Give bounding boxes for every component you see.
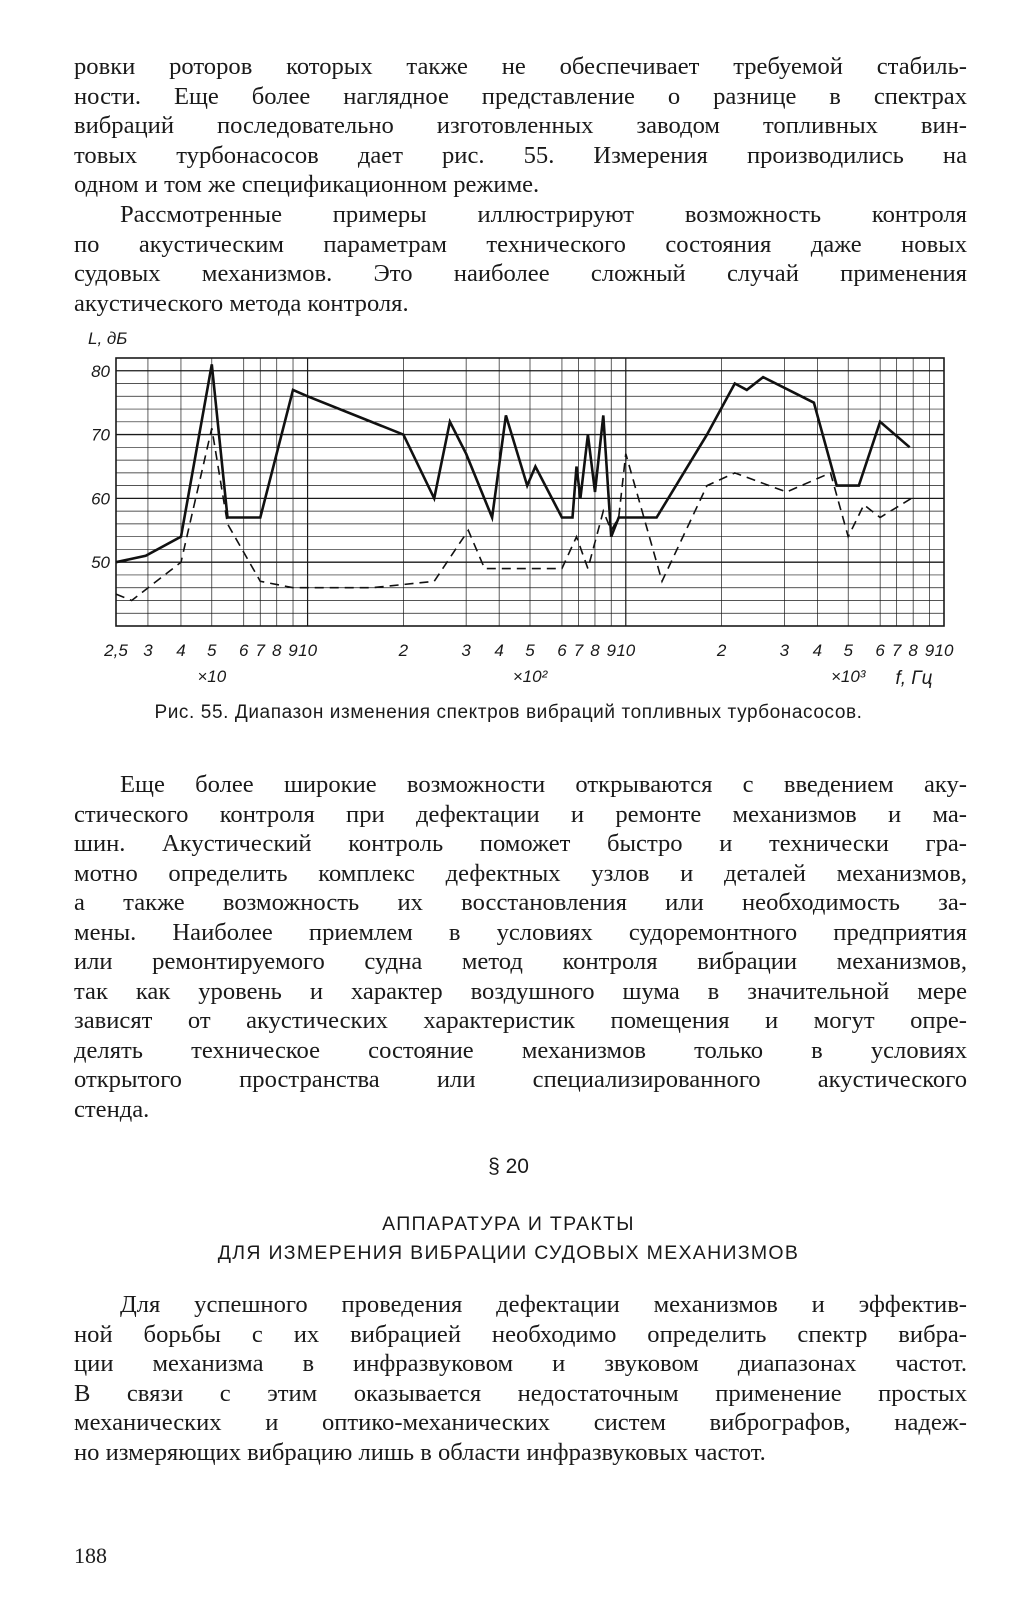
y-tick-label: 70	[91, 425, 110, 445]
paragraph-4-line: ной борьбы с их вибрацией необходимо определить спектр вибра-	[74, 1320, 967, 1348]
section-title-line-2: ДЛЯ ИЗМЕРЕНИЯ ВИБРАЦИИ СУДОВЫХ МЕХАНИЗМОВ	[217, 1242, 800, 1264]
x-tick-label: 8	[272, 641, 282, 660]
x-multiplier-label: ×10	[197, 667, 227, 686]
y-tick-label: 80	[91, 361, 110, 381]
paragraph-4-line: но измеряющих вибрацию лишь в области инфразвуковых частот.	[74, 1438, 766, 1466]
x-tick-label: 5	[525, 641, 535, 660]
paragraph-2-line: по акустическим параметрам технического состояния даже новых	[74, 230, 967, 258]
paragraph-1	[74, 52, 967, 200]
chart-series	[116, 364, 911, 600]
x-multiplier-label: ×10²	[512, 667, 548, 686]
paragraph-4-line: механических и оптико-механических систем вибрографов, надеж-	[74, 1409, 967, 1436]
figure-caption: Рис. 55. Диапазон изменения спектров вибраций топливных турбонасосов.	[154, 702, 863, 723]
x-tick-label: 10	[298, 641, 318, 660]
x-tick-label: 9	[288, 641, 298, 660]
solid-series-line	[116, 364, 910, 562]
x-tick-label: 5	[843, 641, 853, 660]
x-tick-label: 2,5	[104, 641, 128, 660]
y-tick-label: 50	[91, 553, 110, 573]
x-tick-label: 8	[908, 641, 918, 660]
x-tick-label: 6	[875, 641, 885, 660]
paragraph-3-line: мены. Наиболее приемлем в условиях судоремонтного предприятия	[74, 918, 967, 946]
paragraph-3-line: Еще более широкие возможности открываются с введением аку-	[120, 771, 967, 798]
paragraph-3-line: делять техническое состояние механизмов только в условиях	[74, 1036, 967, 1064]
paragraph-3-line: стического контроля при дефектации и ремонте механизмов и ма-	[74, 800, 967, 828]
paragraph-3	[74, 770, 967, 1124]
vibration-spectrum-chart	[0, 320, 1017, 700]
paragraph-2-line: акустического метода контроля.	[74, 289, 409, 317]
paragraph-1-line: одном и том же спецификационном режиме.	[74, 171, 540, 198]
section-number: § 20	[488, 1155, 529, 1178]
paragraph-3-line: открытого пространства или специализированного акустического	[74, 1066, 967, 1093]
x-tick-label: 4	[176, 641, 186, 660]
paragraph-2-line: Рассмотренные примеры иллюстрируют возможность контроля	[120, 201, 967, 228]
paragraph-3-line: шин. Акустический контроль поможет быстро и технически гра-	[74, 830, 967, 857]
x-tick-label: 7	[891, 641, 902, 660]
paragraph-3-line: так как уровень и характер воздушного шума в значительной мере	[74, 977, 967, 1005]
x-tick-label: 10	[616, 641, 636, 660]
paragraph-1-line: ровки роторов которых также не обеспечивает требуемой стабиль-	[74, 53, 967, 80]
x-tick-label: 3	[461, 641, 471, 660]
x-tick-label: 8	[590, 641, 600, 660]
x-tick-label: 4	[812, 641, 823, 660]
x-tick-label: 3	[779, 641, 790, 660]
x-multiplier-label: ×10³	[830, 667, 866, 686]
x-tick-label: 6	[557, 641, 567, 660]
paragraph-4-line: В связи с этим оказывается недостаточным применение простых	[74, 1379, 967, 1407]
paragraph-4-line: ции механизма в инфразвуковом и звуковом диапазонах частот.	[74, 1350, 967, 1377]
x-tick-label: 3	[143, 641, 153, 660]
x-tick-label: 6	[238, 641, 249, 660]
paragraph-4-line: Для успешного проведения дефектации механизмов и эффектив-	[120, 1291, 967, 1318]
x-tick-label: 9	[924, 641, 935, 660]
chart-labels	[88, 329, 954, 689]
paragraph-4	[74, 1290, 967, 1467]
chart-grid	[116, 358, 944, 626]
x-tick-label: 2	[716, 641, 727, 660]
y-axis-label: L, дБ	[88, 329, 128, 348]
x-tick-label: 10	[934, 641, 954, 660]
paragraph-1-line: товых турбонасосов дает рис. 55. Измерения производились на	[74, 141, 967, 169]
x-tick-label: 2	[398, 641, 409, 660]
y-tick-label: 60	[91, 489, 110, 509]
page-number: 188	[74, 1543, 107, 1568]
paragraph-1-line: ности. Еще более наглядное представление о разнице в спектрах	[74, 82, 967, 110]
x-axis-label: f, Гц	[895, 668, 933, 689]
paragraph-3-line: а также возможность их восстановления или необходимость за-	[74, 889, 967, 916]
paragraph-2	[74, 200, 967, 318]
x-tick-label: 5	[207, 641, 217, 660]
paragraph-3-line: мотно определить комплекс дефектных узлов и деталей механизмов,	[74, 859, 967, 887]
paragraph-2-line: судовых механизмов. Это наиболее сложный случай применения	[74, 260, 967, 287]
section-title-line-1: АППАРАТУРА И ТРАКТЫ	[382, 1213, 635, 1235]
paragraph-3-line: зависят от акустических характеристик помещения и могут опре-	[74, 1007, 967, 1034]
paragraph-1-line: вибраций последовательно изготовленных заводом топливных вин-	[74, 112, 967, 139]
x-tick-label: 7	[573, 641, 584, 660]
paragraph-3-line: или ремонтируемого судна метод контроля вибрации механизмов,	[74, 948, 967, 975]
x-tick-label: 9	[606, 641, 616, 660]
x-tick-label: 7	[255, 641, 265, 660]
x-tick-label: 4	[494, 641, 504, 660]
paragraph-3-line: стенда.	[74, 1095, 150, 1123]
